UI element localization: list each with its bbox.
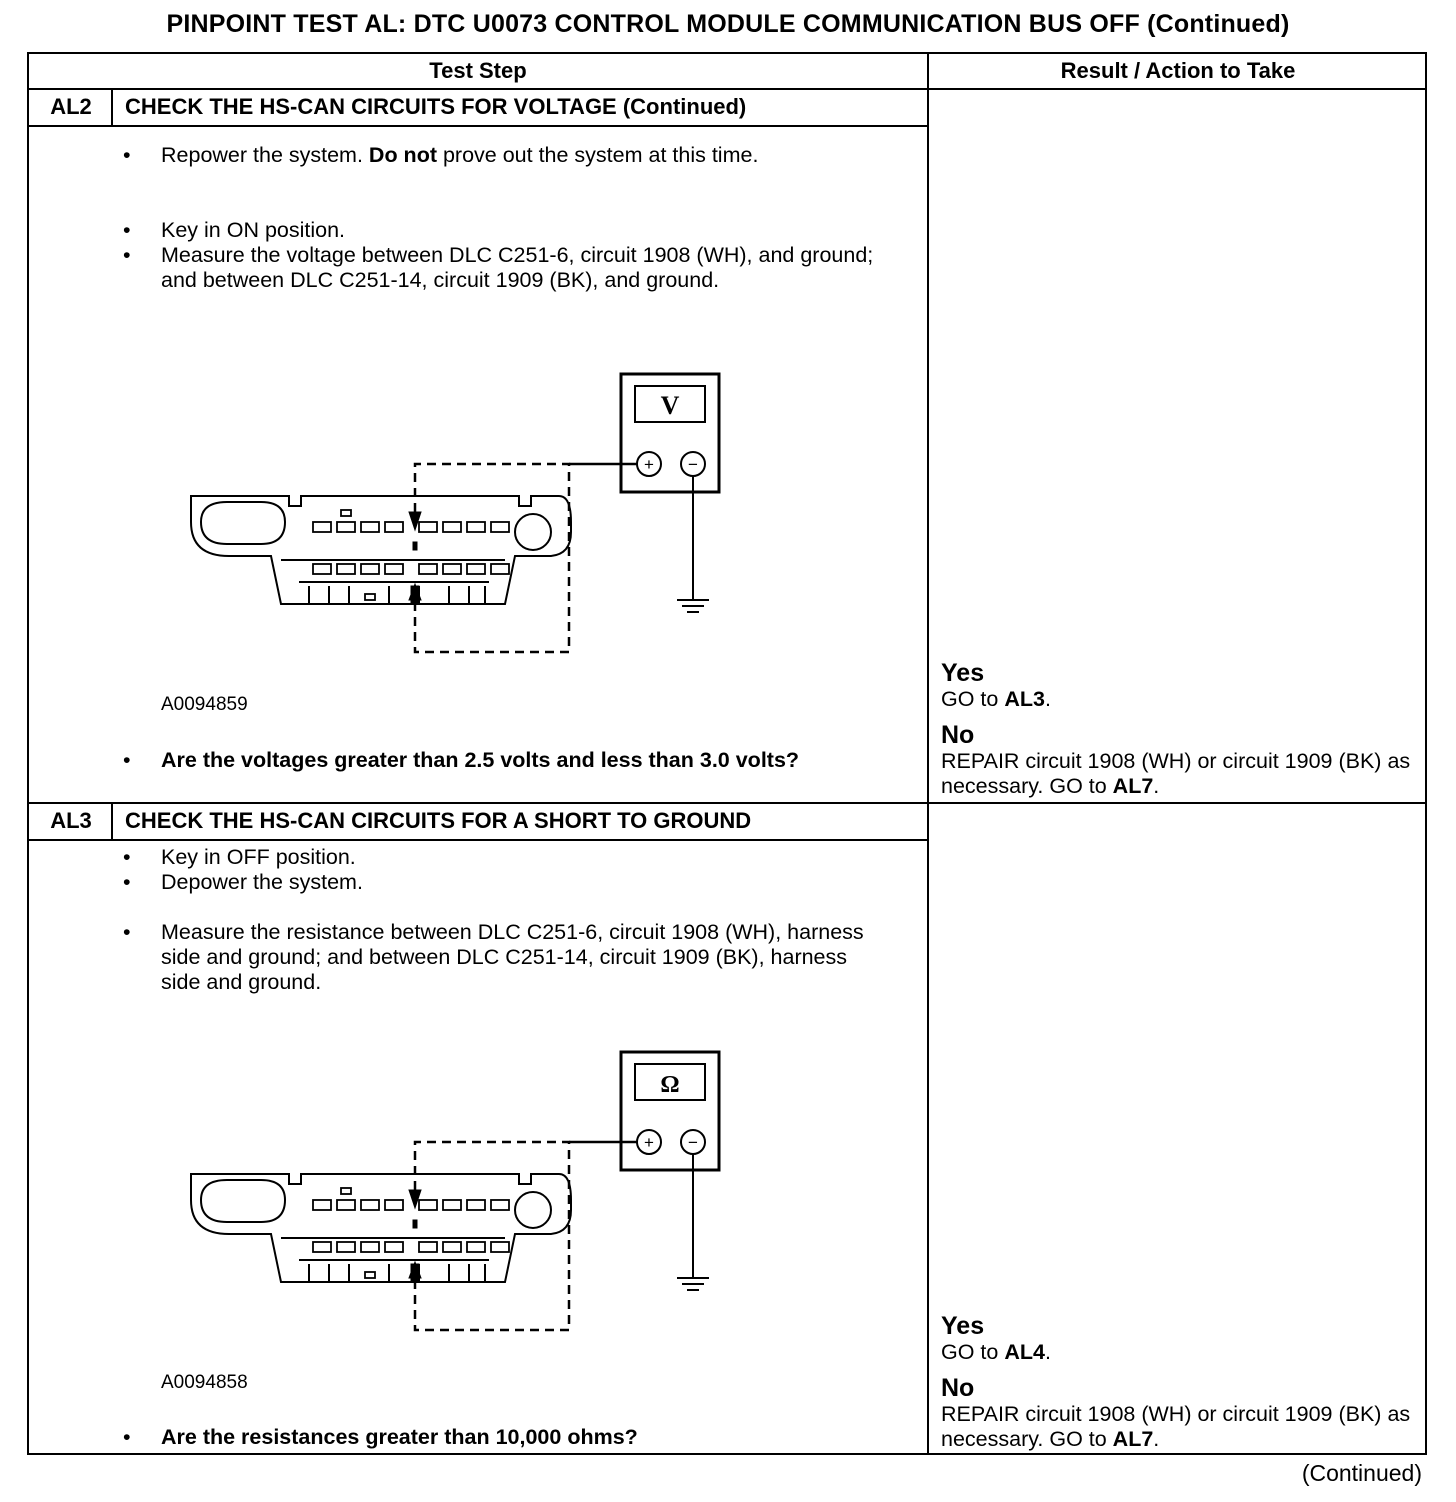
result-no-action: REPAIR circuit 1908 (WH) or circuit 1909 (BK) as necessary. GO to AL7.	[941, 1402, 1411, 1451]
step-title-divider	[29, 839, 927, 841]
ground-wire	[677, 476, 709, 612]
probe-leads	[415, 464, 637, 652]
figure-id-al2: A0094859	[161, 694, 248, 715]
bullet-mark: •	[123, 845, 131, 869]
instruction-measure-voltage: Measure the voltage between DLC C251-6, circuit 1908 (WH), and ground; and between DLC C251-14, circuit 1909 (BK), and ground.	[161, 243, 874, 292]
meter-plus-label: +	[644, 1133, 654, 1152]
meter-minus-label: −	[688, 455, 698, 474]
result-yes-action: GO to AL3.	[941, 687, 1051, 711]
ground-wire	[677, 1154, 709, 1290]
figure-id-al3: A0094858	[161, 1372, 248, 1393]
result-yes-action: GO to AL4.	[941, 1340, 1051, 1364]
result-no-label: No	[941, 1374, 975, 1402]
header-divider	[29, 88, 1425, 90]
result-al2	[941, 660, 1421, 799]
dlc-connector-icon	[191, 496, 571, 604]
bullet-mark: •	[123, 870, 131, 894]
meter-plus-label: +	[644, 455, 654, 474]
result-al3	[941, 1313, 1421, 1452]
meter-unit-label: V	[660, 391, 680, 420]
instruction-depower: Depower the system.	[161, 870, 363, 894]
bullet-mark: •	[123, 243, 131, 267]
question-al3: Are the resistances greater than 10,000 ohms?	[161, 1425, 638, 1449]
bullet-mark: •	[123, 143, 131, 167]
meter-minus-label: −	[688, 1133, 698, 1152]
instruction-key-off: Key in OFF position.	[161, 845, 356, 869]
result-no-action: REPAIR circuit 1908 (WH) or circuit 1909 (BK) as necessary. GO to AL7.	[941, 749, 1411, 798]
step-title-al3: CHECK THE HS-CAN CIRCUITS FOR A SHORT TO GROUND	[125, 808, 752, 833]
ohmmeter-diagram	[189, 1050, 749, 1340]
instruction-measure-resistance: Measure the resistance between DLC C251-6, circuit 1908 (WH), harness side and ground; and between DLC C251-14, circuit 1909 (BK), harness side and ground.	[161, 920, 864, 994]
instruction-key-on: Key in ON position.	[161, 218, 346, 242]
probe-leads	[415, 1142, 637, 1330]
step-id-al3: AL3	[50, 808, 92, 833]
header-result: Result / Action to Take	[1060, 58, 1296, 83]
page-title: PINPOINT TEST AL: DTC U0073 CONTROL MODULE COMMUNICATION BUS OFF (Continued)	[166, 10, 1290, 38]
step-title-divider	[29, 125, 927, 127]
bullet-mark: •	[123, 218, 131, 242]
result-no-label: No	[941, 721, 975, 749]
pinpoint-test-table	[27, 52, 1427, 1455]
result-yes-label: Yes	[941, 659, 985, 687]
meter-unit-label: Ω	[660, 1072, 680, 1098]
result-yes-label: Yes	[941, 1312, 985, 1340]
voltmeter-diagram	[189, 372, 749, 662]
dlc-connector-icon	[191, 1174, 571, 1282]
header-test-step: Test Step	[429, 58, 527, 83]
instruction-repower: Repower the system. Do not prove out the system at this time.	[161, 143, 759, 167]
step-title-al2: CHECK THE HS-CAN CIRCUITS FOR VOLTAGE (Continued)	[125, 94, 747, 119]
step-divider	[29, 802, 1425, 804]
step-id-al2: AL2	[50, 94, 92, 119]
bullet-mark: •	[123, 920, 131, 944]
question-al2: Are the voltages greater than 2.5 volts and less than 3.0 volts?	[161, 748, 800, 772]
bullet-mark: •	[123, 748, 131, 772]
ohmmeter-icon	[621, 1052, 719, 1170]
continued-label: (Continued)	[1301, 1460, 1422, 1486]
column-divider	[927, 54, 929, 1453]
bullet-mark: •	[123, 1425, 131, 1449]
